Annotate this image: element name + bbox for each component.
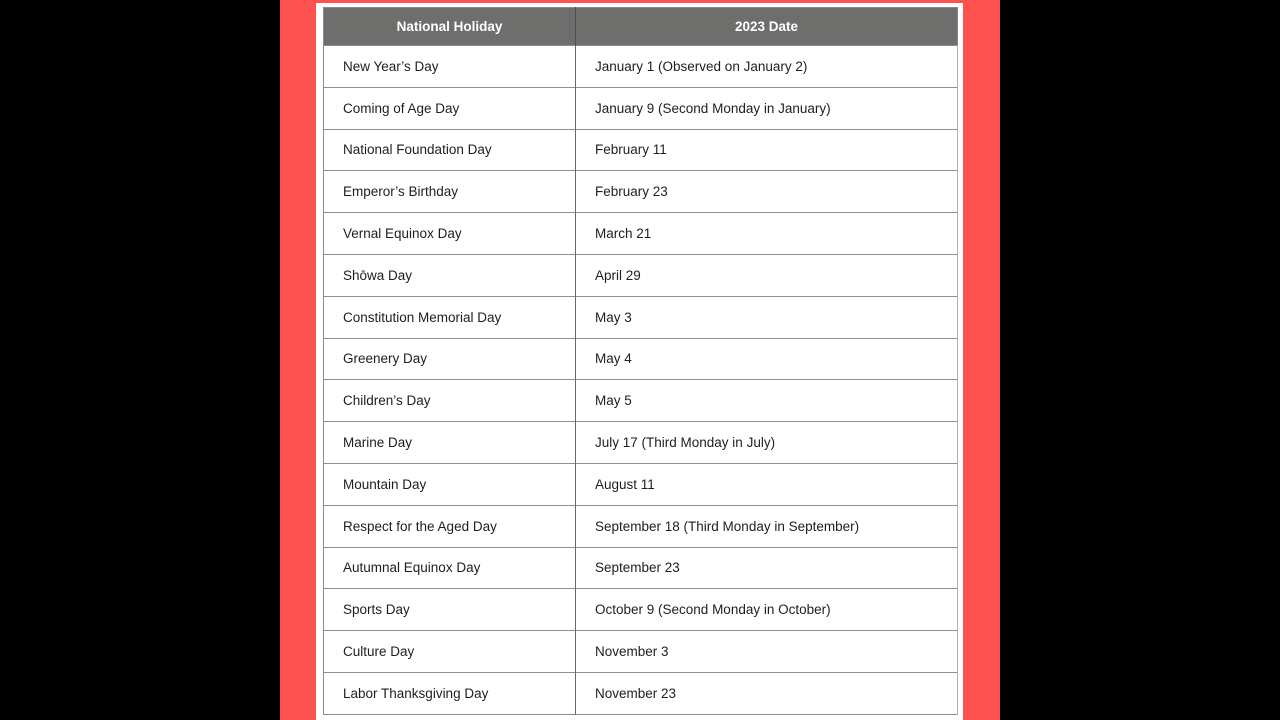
table-row [324, 631, 958, 673]
holiday-name-cell: Mountain Day [324, 463, 576, 505]
holiday-date-cell: May 3 [576, 296, 958, 338]
holiday-date-cell: February 11 [576, 129, 958, 171]
table-row [324, 463, 958, 505]
holiday-date-cell: September 18 (Third Monday in September) [576, 505, 958, 547]
holiday-date-cell: September 23 [576, 547, 958, 589]
holiday-date-cell: May 4 [576, 338, 958, 380]
holiday-date-cell: February 23 [576, 171, 958, 213]
holiday-name-cell: Emperor’s Birthday [324, 171, 576, 213]
holiday-name-cell: National Foundation Day [324, 129, 576, 171]
holiday-name-cell: Vernal Equinox Day [324, 213, 576, 255]
holiday-name-cell: Autumnal Equinox Day [324, 547, 576, 589]
holiday-date-cell: July 17 (Third Monday in July) [576, 422, 958, 464]
holidays-table [323, 7, 958, 715]
table-row [324, 46, 958, 88]
holiday-name-cell: Respect for the Aged Day [324, 505, 576, 547]
holiday-name-cell: Labor Thanksgiving Day [324, 672, 576, 714]
table-row [324, 129, 958, 171]
holiday-name-cell: New Year’s Day [324, 46, 576, 88]
table-row [324, 213, 958, 255]
table-row [324, 505, 958, 547]
holiday-date-cell: October 9 (Second Monday in October) [576, 589, 958, 631]
holiday-date-cell: April 29 [576, 254, 958, 296]
table-row [324, 422, 958, 464]
table-row [324, 380, 958, 422]
holiday-name-cell: Children’s Day [324, 380, 576, 422]
holiday-name-cell: Coming of Age Day [324, 87, 576, 129]
column-header-holiday: National Holiday [324, 8, 576, 46]
holiday-date-cell: March 21 [576, 213, 958, 255]
holiday-date-cell: August 11 [576, 463, 958, 505]
holiday-date-cell: November 23 [576, 672, 958, 714]
column-header-date: 2023 Date [576, 8, 958, 46]
holiday-date-cell: January 9 (Second Monday in January) [576, 87, 958, 129]
table-row [324, 547, 958, 589]
holiday-name-cell: Constitution Memorial Day [324, 296, 576, 338]
holiday-name-cell: Sports Day [324, 589, 576, 631]
table-row [324, 296, 958, 338]
table-row [324, 87, 958, 129]
holiday-date-cell: November 3 [576, 631, 958, 673]
holiday-name-cell: Culture Day [324, 631, 576, 673]
holiday-name-cell: Greenery Day [324, 338, 576, 380]
table-row [324, 254, 958, 296]
table-header-row [324, 8, 958, 46]
holiday-name-cell: Shōwa Day [324, 254, 576, 296]
holiday-date-cell: January 1 (Observed on January 2) [576, 46, 958, 88]
table-row [324, 589, 958, 631]
holiday-date-cell: May 5 [576, 380, 958, 422]
table-row [324, 672, 958, 714]
holiday-name-cell: Marine Day [324, 422, 576, 464]
table-row [324, 338, 958, 380]
table-row [324, 171, 958, 213]
